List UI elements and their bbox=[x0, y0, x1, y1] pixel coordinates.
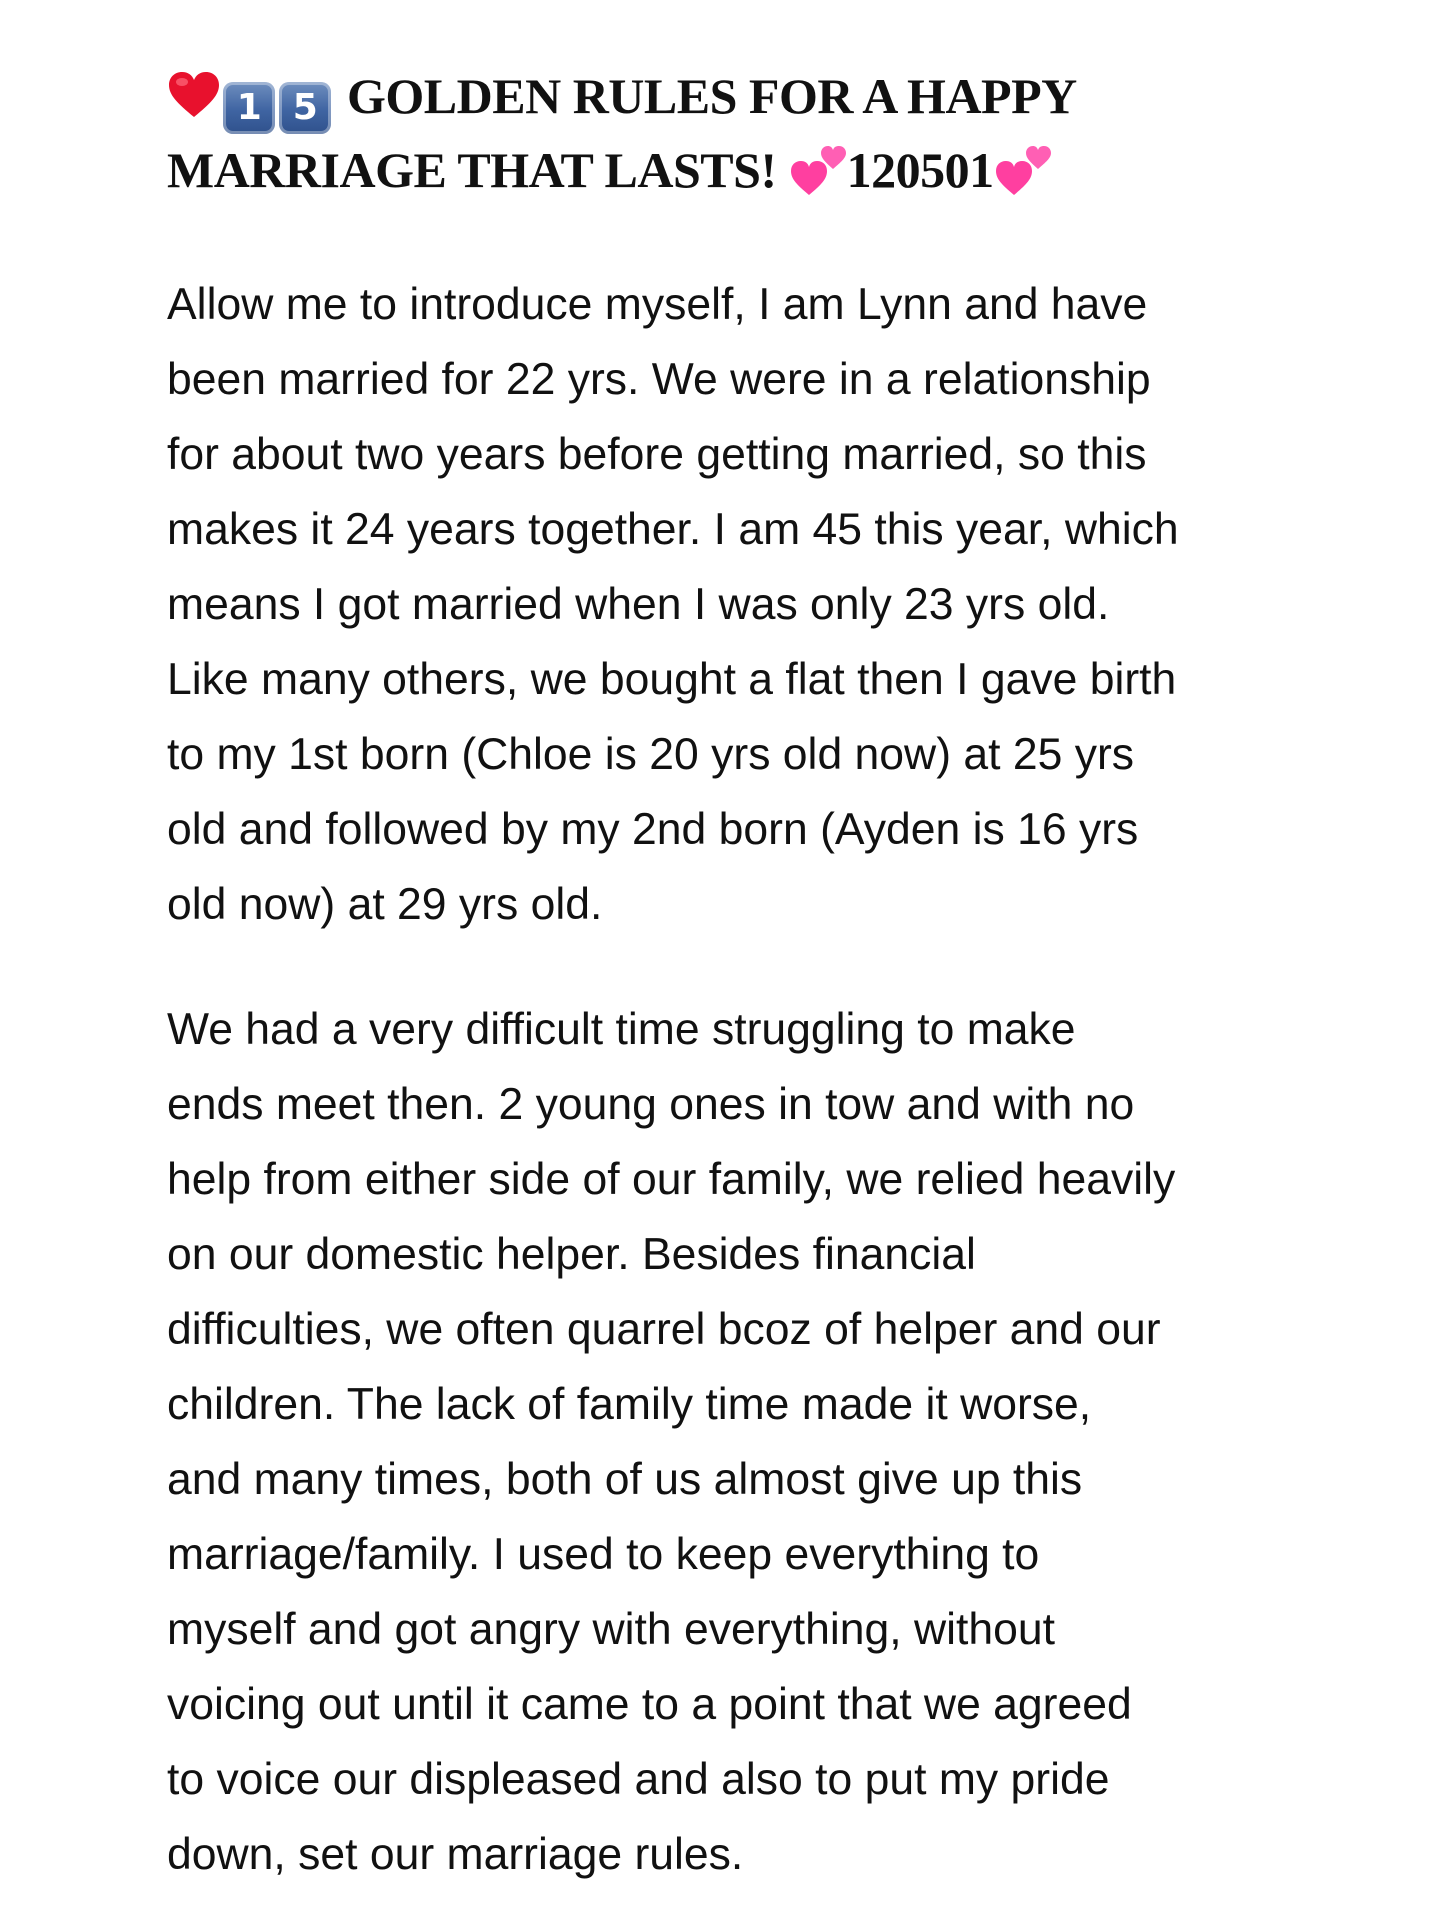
paragraph-line: on our domestic helper. Besides financial bbox=[167, 1230, 976, 1279]
paragraph-line: old and followed by my 2nd born (Ayden is 16 yrs bbox=[167, 805, 1139, 854]
red-heart-icon bbox=[167, 71, 221, 119]
paragraph-line: difficulties, we often quarrel bcoz of helper and our bbox=[167, 1305, 1161, 1354]
paragraph-line: myself and got angry with everything, without bbox=[167, 1605, 1055, 1654]
paragraph-line: to voice our displeased and also to put my pride bbox=[167, 1755, 1110, 1804]
paragraph-line: Like many others, we bought a flat then I gave birth bbox=[167, 655, 1177, 704]
paragraph-line: and many times, both of us almost give up this bbox=[167, 1455, 1083, 1504]
paragraph-intro bbox=[167, 267, 1297, 942]
paragraph-line: makes it 24 years together. I am 45 this year, which bbox=[167, 505, 1179, 554]
paragraph-line: help from either side of our family, we relied heavily bbox=[167, 1155, 1176, 1204]
title-text-line-1: GOLDEN RULES FOR A HAPPY bbox=[347, 68, 1077, 124]
title-line-1 bbox=[167, 60, 1297, 134]
paragraph-line: old now) at 29 yrs old. bbox=[167, 880, 603, 929]
paragraph-line: ends meet then. 2 young ones in tow and with no bbox=[167, 1080, 1135, 1129]
keycap-5-icon: 5 bbox=[279, 82, 331, 134]
two-hearts-icon bbox=[994, 145, 1052, 197]
paragraph-line: been married for 22 yrs. We were in a relationship bbox=[167, 355, 1151, 404]
paragraph-line: down, set our marriage rules. bbox=[167, 1830, 744, 1879]
post-content bbox=[167, 60, 1297, 1892]
paragraph-line: children. The lack of family time made it worse, bbox=[167, 1380, 1092, 1429]
paragraph-line: means I got married when I was only 23 yrs old. bbox=[167, 580, 1110, 629]
paragraph-line: for about two years before getting married, so this bbox=[167, 430, 1147, 479]
paragraph-line: to my 1st born (Chloe is 20 yrs old now) at 25 yrs bbox=[167, 730, 1135, 779]
title-line-2 bbox=[167, 134, 1297, 206]
title-code: 120501 bbox=[846, 142, 994, 198]
paragraph-line: Allow me to introduce myself, I am Lynn and have bbox=[167, 280, 1148, 329]
paragraph-line: marriage/family. I used to keep everything to bbox=[167, 1530, 1040, 1579]
keycap-1-icon: 1 bbox=[223, 82, 275, 134]
two-hearts-icon bbox=[789, 145, 847, 197]
post-title bbox=[167, 60, 1297, 206]
paragraph-line: We had a very difficult time struggling to make bbox=[167, 1005, 1076, 1054]
paragraph-line: voicing out until it came to a point that we agreed bbox=[167, 1680, 1132, 1729]
title-text-line-2: MARRIAGE THAT LASTS! bbox=[167, 142, 777, 198]
paragraph-struggles bbox=[167, 992, 1297, 1892]
